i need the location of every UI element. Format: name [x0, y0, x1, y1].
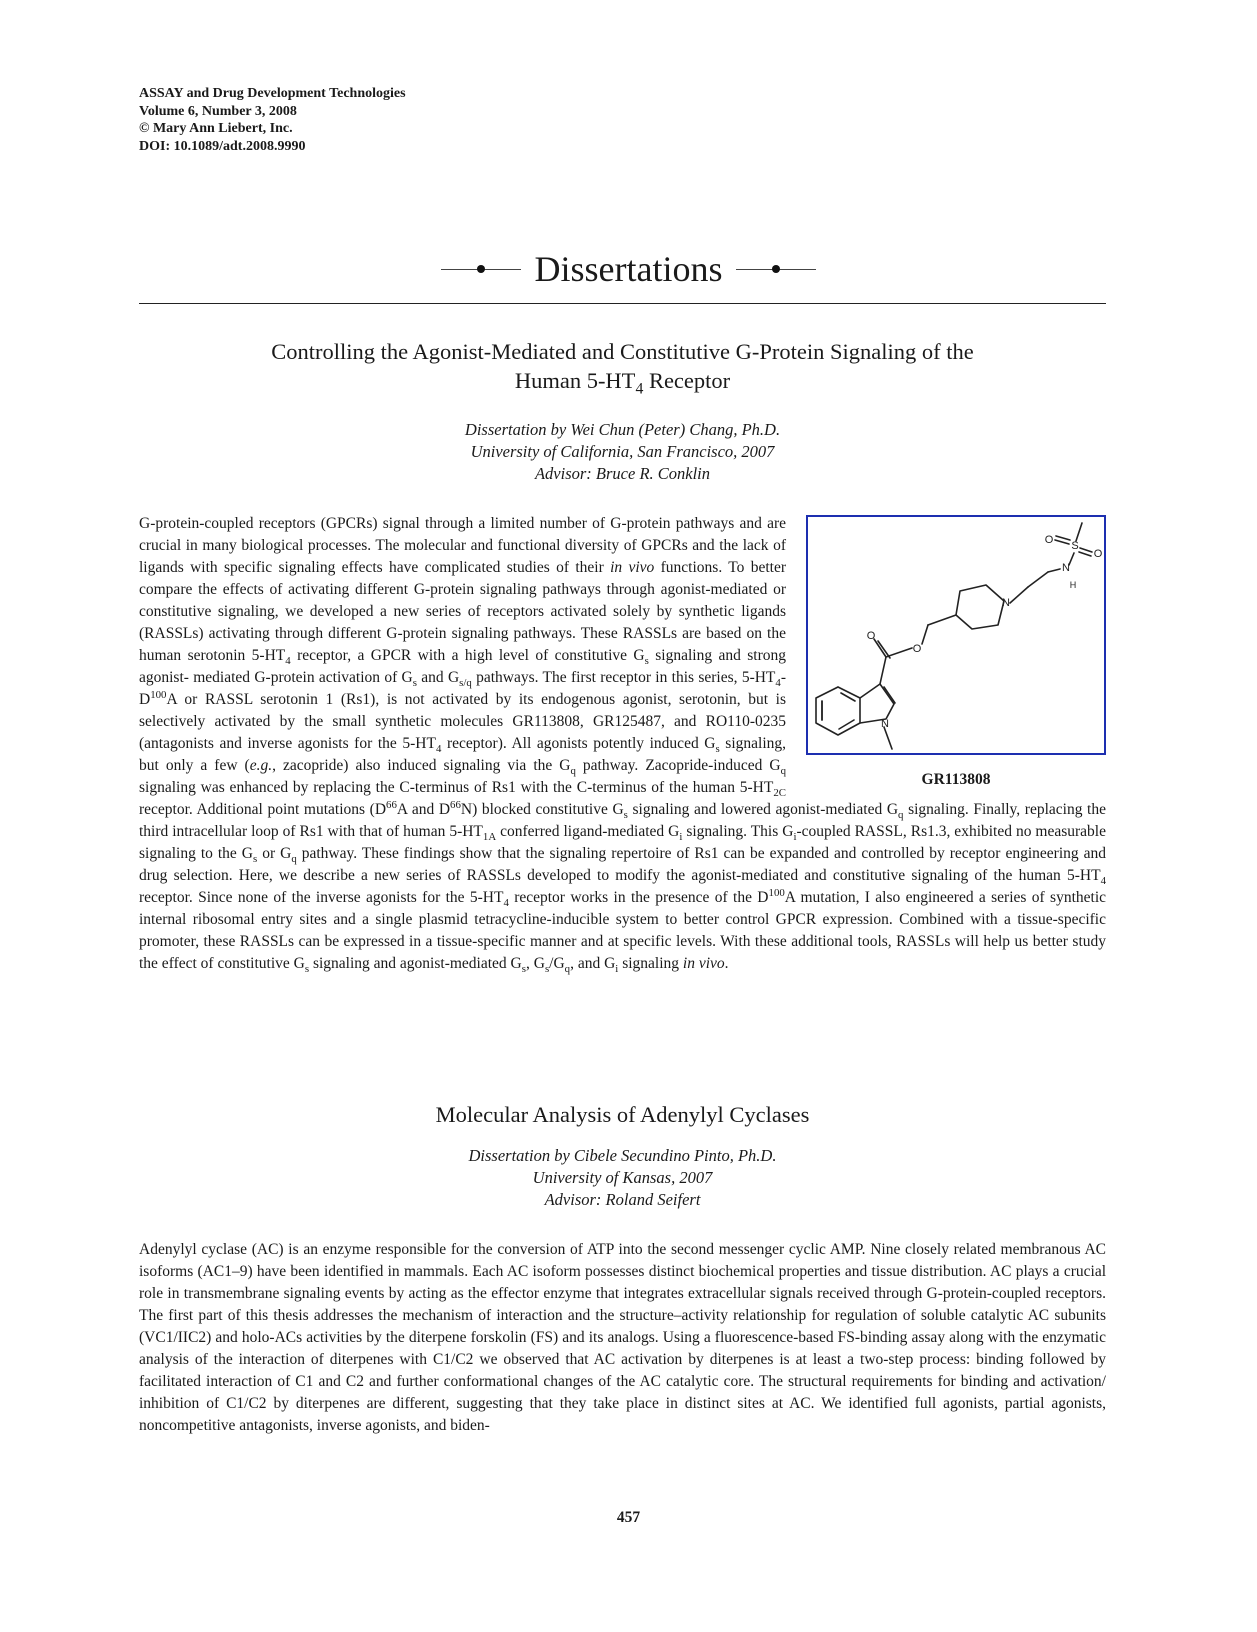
article2-author: Dissertation by Cibele Secundino Pinto, Ph.D. [468, 1146, 777, 1165]
article2-institution: University of Kansas, 2007 [532, 1168, 713, 1187]
article2-advisor: Advisor: Roland Seifert [544, 1190, 701, 1209]
atom-oxygen-carbonyl: O [866, 630, 876, 642]
journal-name: ASSAY and Drug Development Technologies [139, 86, 406, 101]
article1-abstract [139, 513, 1106, 975]
ornament-left-icon [441, 263, 521, 275]
atom-sulfur: S [1071, 540, 1079, 552]
article2-byline [139, 1145, 1106, 1211]
figure-frame [806, 515, 1106, 755]
figure-gr113808 [806, 515, 1106, 791]
atom-nitrogen-indole: N [881, 718, 889, 730]
atom-oxygen-1: O [1044, 534, 1054, 546]
heading-rule [139, 303, 1106, 304]
atom-hydrogen: H [1069, 580, 1077, 590]
journal-volume: Volume 6, Number 3, 2008 [139, 103, 297, 119]
figure-caption: GR113808 [921, 771, 991, 788]
article1-title [139, 337, 1106, 398]
atom-nitrogen-piperidine: N [1002, 597, 1010, 609]
article2-abstract [139, 1239, 1106, 1437]
journal-info [139, 85, 406, 155]
piperidine-ring [956, 585, 1004, 629]
journal-copyright: © Mary Ann Liebert, Inc. [139, 121, 293, 136]
section-heading [0, 244, 1257, 290]
article2-paragraph: Adenylyl cyclase (AC) is an enzyme responsible for the conversion of ATP into the second messenger cyclic AMP. Nine closely related membranous AC isoforms (AC1–9) have been identified in mammals. Each AC isoform possesses distinct biochemical properties and tissue distribution. AC plays a crucial role in transmembrane signaling events by acting as the effector enzyme that integrates extracellular signals received through G-protein-coupled receptors. The first part of this thesis addresses the mechanism of interaction and the structure–activity relationship for regulation of soluble catalytic AC subunits (VC1/IIC2) and holo-ACs activities by the diterpene forskolin (FS) and its analogs. Using a fluorescence-based FS-binding assay along with the enzymatic analysis of the interaction of diterpenes with C1/C2 we observed that AC activation by diterpenes is at least a two-step process: binding followed by facilitated interaction of C1 and C2 and further conformational changes of the AC catalytic core. The structural requirements for binding and activation/ inhibition of C1/C2 by diterpenes are different, suggesting that they take place in distinct sites at AC. We identified full agonists, partial agonists, noncompetitive antagonists, inverse agonists, and biden- [139, 1241, 1106, 1434]
ornament-right-icon [736, 263, 816, 275]
article1-institution: University of California, San Francisco, 2007 [470, 442, 775, 461]
article1-author: Dissertation by Wei Chun (Peter) Chang, Ph.D. [464, 420, 781, 439]
atom-nitrogen-amine: N [1062, 562, 1070, 574]
article1-title-line1: Controlling the Agonist-Mediated and Constitutive G-Protein Signaling of the [271, 339, 974, 364]
article1-title-line2: Human $5-HT_4$ Receptor [514, 368, 731, 398]
section-heading-label: Dissertations [534, 248, 723, 289]
article1-paragraph: G-protein-coupled receptors (GPCRs) signal through a limited number of G-protein pathways and are crucial in many biological processes. The molecular and functional diversity of GPCRs and the lack of ligands with specific signaling effects have complicated studies of their in vivo functions. To better compare the effects of activating different G-protein signaling pathways through agonist-mediated or constitutive signaling, we developed a new series of receptors activated solely by synthetic ligands (RASSLs) activating through different G-protein signaling pathways. These RASSLs are based on the human serotonin $5-HT_4$ receptor, a GPCR with a high level of constitutive $G_s$ signaling and strong agonist- mediated G-protein activation of $G_s$ and $G_{s/q}$ pathways. The first receptor in this series, $5-HT_4-D^{100}A$ or RASSL serotonin 1 (Rs1), is not activated by its endogenous agonist, serotonin, but is selectively activated by the small synthetic molecules GR113808, GR125487, and RO110-0235 (antagonists and inverse agonists for the $5-HT_4$ receptor). All agonists potently induced $G_s$ signaling, but only a few (e.g., zacopride) also induced signaling via the $G_q$ pathway. Zacopride-induced $G_q$ signaling was enhanced by replacing the C-terminus of Rs1 with the C-terminus of the human $5-HT_{2C}$ receptor. Additional point mutations ($D^{66}A$ and $D^{66}N$) blocked constitutive $G_s$ signaling and lowered agonist-mediated $G_q$ signaling. Finally, replacing the third intracellular loop of Rs1 with that of human $5-HT_{1A}$ conferred ligand-mediated $G_i$ signaling. This $G_i$-coupled RASSL, Rs1.3, exhibited no measurable signaling to the $G_s$ or $G_q$ pathway. These findings show that the signaling repertoire of Rs1 can be expanded and controlled by receptor engineering and drug selection. Here, we describe a new series of RASSLs developed to modify the agonist-mediated and constitutive signaling of the human $5-HT_4$ receptor. Since none of the inverse agonists for the $5-HT_4$ receptor works in the presence of the $D^{100}A$ mutation, I also engineered a series of synthetic internal ribosomal entry sites and a single plasmid tetracycline-inducible system to better control GPCR expression. Combined with a tissue-specific promoter, these RASSLs can be expressed in a tissue-specific manner and at specific levels. With these additional tools, RASSLs will help us better study the effect of constitutive $G_s$ signaling and agonist-mediated $G_s$, $G_s/G_q$, and $G_i$ signaling in vivo. [139, 515, 1106, 976]
article1-advisor: Advisor: Bruce R. Conklin [534, 464, 711, 483]
journal-doi: DOI: 10.1089/adt.2008.9990 [139, 138, 306, 154]
atom-oxygen-2: O [1093, 548, 1103, 560]
article2-title: Molecular Analysis of Adenylyl Cyclases [435, 1102, 810, 1127]
article1-byline [139, 419, 1106, 485]
page-number: 457 [616, 1509, 641, 1526]
chemical-structure [808, 517, 1104, 753]
atom-oxygen-ester: O [912, 643, 922, 655]
